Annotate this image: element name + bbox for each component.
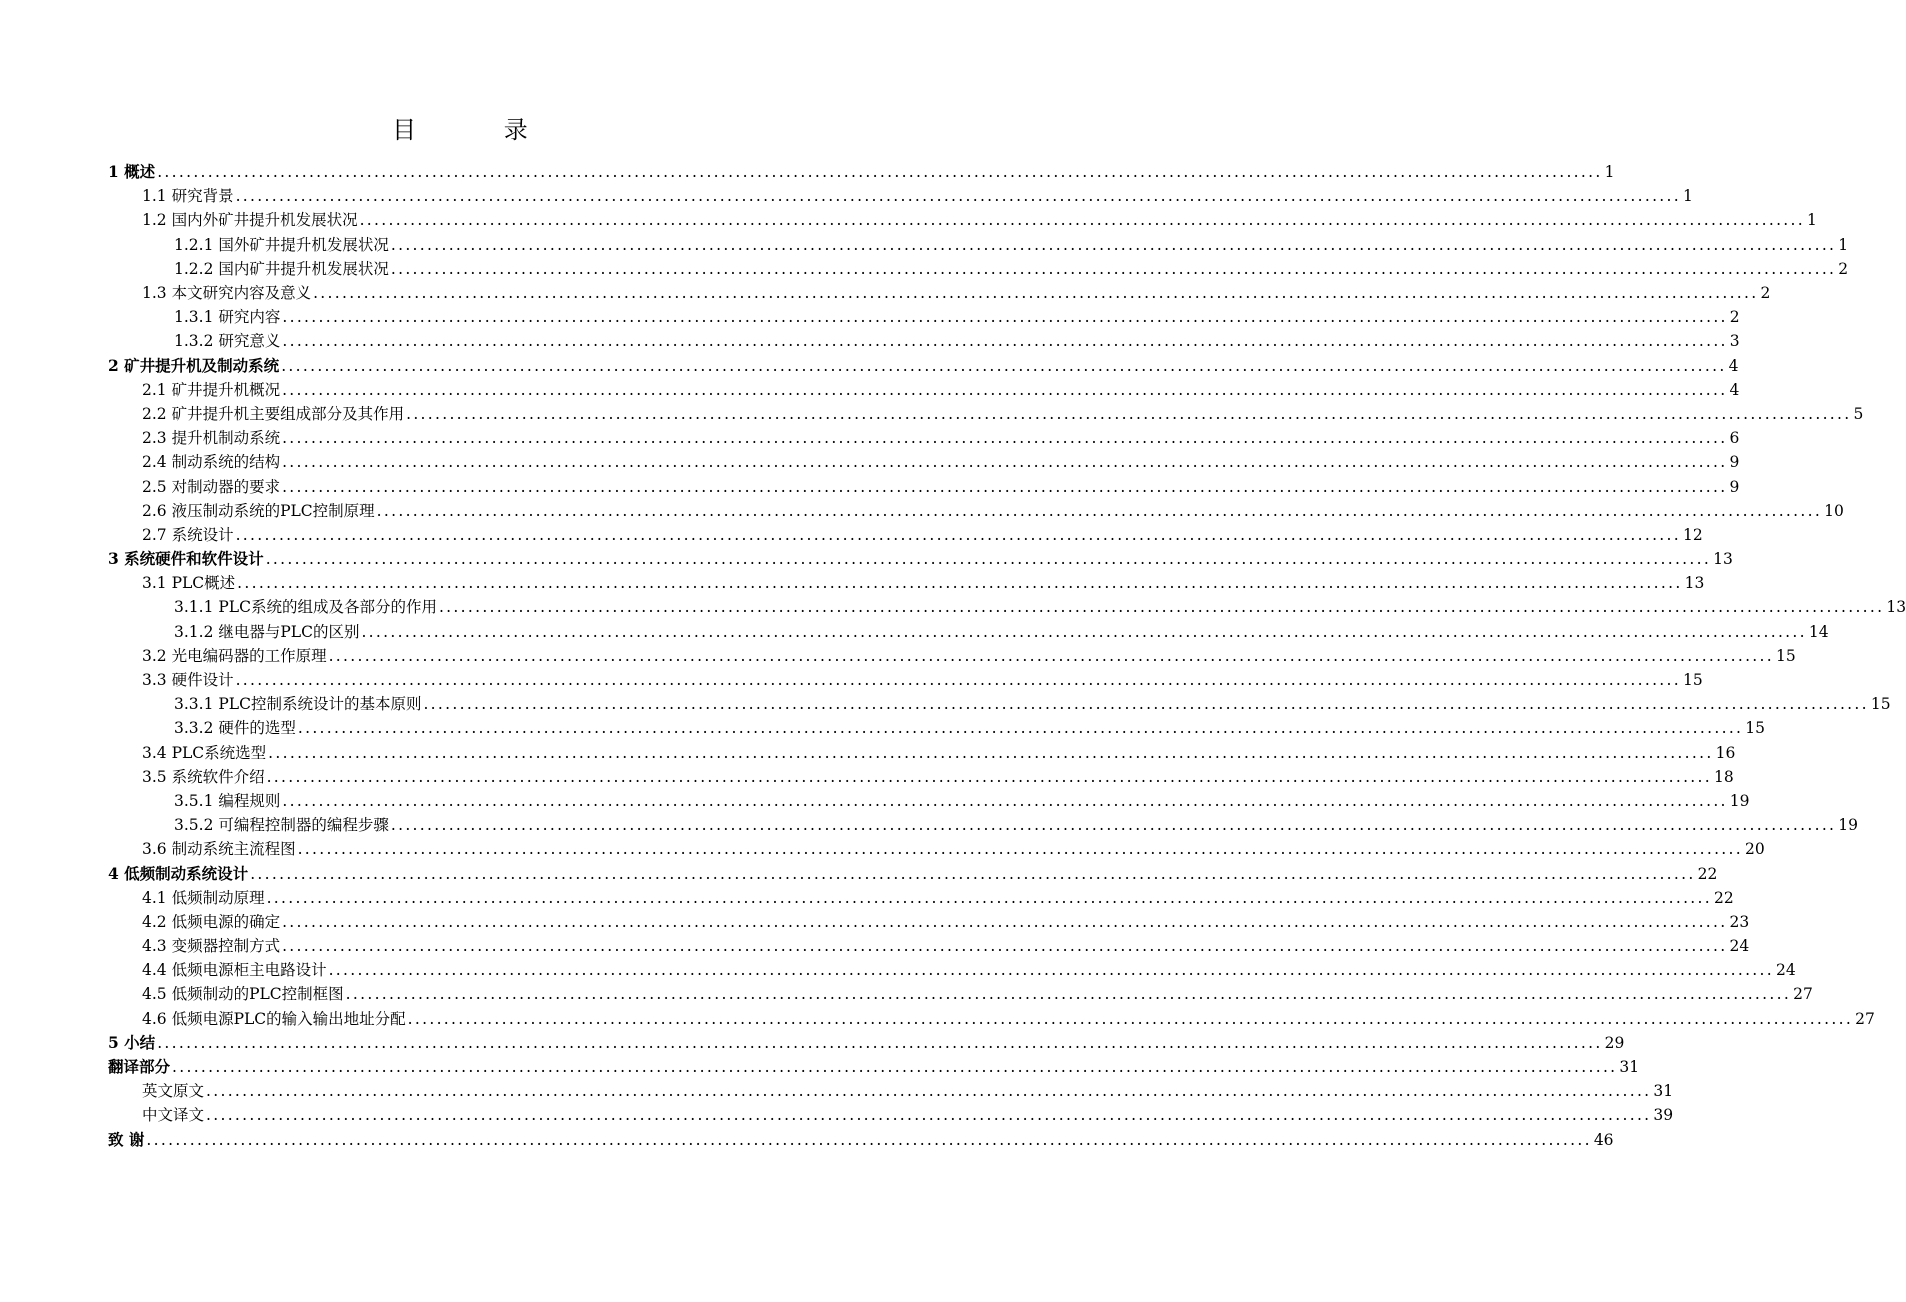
toc-entry-page-number: 18	[1713, 767, 1734, 786]
toc-entry-page-number: 22	[1713, 888, 1734, 907]
toc-entry[interactable]	[108, 716, 1766, 740]
toc-leader-dots: ........................................................................................................................................................................................................	[250, 864, 1696, 883]
toc-entry-label: 致 谢	[108, 1129, 145, 1149]
toc-entry-label: 3 系统硬件和软件设计	[108, 549, 264, 569]
toc-entry[interactable]	[108, 233, 1849, 257]
toc-entry[interactable]	[108, 474, 1740, 498]
toc-entry-label: 1.2.1 国外矿井提升机发展状况	[174, 235, 389, 254]
toc-entry-page-number: 13	[1713, 550, 1733, 569]
toc-leader-dots: ........................................................................................................................................................................................................	[359, 211, 1805, 230]
toc-entry-page-number: 31	[1619, 1058, 1640, 1077]
toc-entry[interactable]	[108, 958, 1796, 982]
toc-entry[interactable]	[108, 789, 1750, 813]
toc-entry-label: 2.1 矿井提升机概况	[142, 380, 281, 399]
toc-entry-label: 4.6 低频电源PLC的输入输出地址分配	[142, 1009, 406, 1028]
toc-entry[interactable]	[108, 910, 1750, 934]
toc-entry-label: 2.5 对制动器的要求	[142, 477, 281, 496]
toc-entry-label: 3.6 制动系统主流程图	[142, 840, 296, 859]
toc-entry[interactable]	[108, 934, 1750, 958]
toc-entry[interactable]	[108, 886, 1734, 910]
toc-entry-page-number: 29	[1604, 1033, 1625, 1052]
toc-entry-page-number: 1	[1806, 211, 1817, 230]
toc-entry-label: 1.2.2 国内矿井提升机发展状况	[174, 259, 389, 278]
toc-entry-label: 3.5 系统软件介绍	[142, 767, 265, 786]
toc-entry-label: 1.3 本文研究内容及意义	[142, 284, 312, 303]
toc-leader-dots: ........................................................................................................................................................................................................	[328, 646, 1774, 665]
toc-leader-dots: ........................................................................................................................................................................................................	[146, 1130, 1592, 1149]
toc-entry[interactable]	[108, 1007, 1875, 1031]
toc-entry-label: 翻译部分	[108, 1057, 171, 1077]
toc-entry[interactable]	[108, 861, 1718, 885]
toc-leader-dots: ........................................................................................................................................................................................................	[406, 404, 1852, 423]
toc-leader-dots: ........................................................................................................................................................................................................	[206, 1106, 1652, 1125]
toc-leader-dots: ........................................................................................................................................................................................................	[266, 888, 1712, 907]
toc-entry-label: 3.1 PLC概述	[142, 574, 236, 593]
toc-entry-page-number: 24	[1729, 937, 1750, 956]
toc-entry-page-number: 15	[1870, 695, 1891, 714]
toc-entry[interactable]	[108, 184, 1693, 208]
toc-entry-page-number: 24	[1775, 961, 1796, 980]
toc-leader-dots: ........................................................................................................................................................................................................	[345, 985, 1792, 1004]
toc-entry-label: 2.7 系统设计	[142, 525, 234, 544]
toc-entry[interactable]	[108, 402, 1864, 426]
toc-leader-dots: ........................................................................................................................................................................................................	[282, 380, 1728, 399]
table-of-contents	[108, 160, 1906, 1152]
toc-leader-dots: ........................................................................................................................................................................................................	[328, 961, 1774, 980]
toc-entry-page-number: 3	[1729, 332, 1740, 351]
toc-entry[interactable]	[108, 813, 1859, 837]
toc-leader-dots: ........................................................................................................................................................................................................	[297, 840, 1743, 859]
toc-leader-dots: ........................................................................................................................................................................................................	[423, 695, 1869, 714]
toc-entry-page-number: 4	[1728, 356, 1739, 375]
toc-entry-page-number: 15	[1682, 671, 1703, 690]
toc-leader-dots: ........................................................................................................................................................................................................	[235, 187, 1681, 206]
toc-entry[interactable]	[108, 765, 1734, 789]
toc-entry-page-number: 22	[1697, 864, 1718, 883]
toc-leader-dots: ........................................................................................................................................................................................................	[237, 574, 1683, 593]
toc-entry-page-number: 13	[1886, 598, 1906, 617]
toc-leader-dots: ........................................................................................................................................................................................................	[282, 429, 1728, 448]
toc-entry-page-number: 2	[1760, 284, 1771, 303]
toc-entry[interactable]	[108, 450, 1740, 474]
toc-entry-page-number: 20	[1744, 840, 1765, 859]
toc-entry-page-number: 31	[1653, 1082, 1674, 1101]
toc-leader-dots: ........................................................................................................................................................................................................	[282, 308, 1728, 327]
toc-entry-page-number: 5	[1853, 404, 1864, 423]
toc-entry-label: 2.6 液压制动系统的PLC控制原理	[142, 501, 375, 520]
toc-leader-dots: ........................................................................................................................................................................................................	[235, 671, 1681, 690]
toc-leader-dots: ........................................................................................................................................................................................................	[282, 912, 1728, 931]
toc-entry-label: 英文原文	[142, 1082, 205, 1101]
toc-leader-dots: ........................................................................................................................................................................................................	[265, 550, 1712, 569]
toc-leader-dots: ........................................................................................................................................................................................................	[157, 163, 1603, 182]
toc-entry-label: 2.2 矿井提升机主要组成部分及其作用	[142, 404, 405, 423]
toc-entry-label: 1 概述	[108, 162, 156, 182]
toc-entry-page-number: 15	[1745, 719, 1766, 738]
toc-leader-dots: ........................................................................................................................................................................................................	[390, 259, 1837, 278]
toc-entry[interactable]	[108, 329, 1740, 353]
toc-leader-dots: ........................................................................................................................................................................................................	[268, 743, 1714, 762]
toc-entry-label: 3.1.2 继电器与PLC的区别	[174, 622, 360, 641]
toc-leader-dots: ........................................................................................................................................................................................................	[282, 332, 1728, 351]
toc-entry-page-number: 16	[1715, 743, 1736, 762]
toc-entry-label: 1.3.2 研究意义	[174, 332, 281, 351]
toc-entry-page-number: 1	[1604, 163, 1615, 182]
toc-entry[interactable]	[108, 378, 1740, 402]
toc-leader-dots: ........................................................................................................................................................................................................	[390, 816, 1837, 835]
toc-entry[interactable]	[108, 837, 1765, 861]
toc-entry[interactable]	[108, 208, 1817, 232]
toc-entry[interactable]	[108, 644, 1796, 668]
toc-entry[interactable]	[108, 499, 1844, 523]
toc-entry-page-number: 46	[1593, 1130, 1614, 1149]
toc-leader-dots: ........................................................................................................................................................................................................	[297, 719, 1744, 738]
toc-leader-dots: ........................................................................................................................................................................................................	[282, 477, 1728, 496]
toc-entry-label: 4.4 低频电源柜主电路设计	[142, 961, 327, 980]
toc-entry-label: 3.5.1 编程规则	[174, 791, 281, 810]
toc-entry-page-number: 1	[1682, 187, 1693, 206]
toc-entry-label: 3.1.1 PLC系统的组成及各部分的作用	[174, 598, 437, 617]
toc-entry-page-number: 9	[1729, 477, 1740, 496]
toc-entry-label: 1.3.1 研究内容	[174, 308, 281, 327]
toc-entry-page-number: 23	[1729, 912, 1750, 931]
toc-leader-dots: ........................................................................................................................................................................................................	[407, 1009, 1854, 1028]
toc-entry-page-number: 19	[1729, 791, 1750, 810]
toc-entry[interactable]	[108, 257, 1849, 281]
toc-leader-dots: ........................................................................................................................................................................................................	[438, 598, 1885, 617]
toc-entry[interactable]	[108, 741, 1736, 765]
toc-entry[interactable]	[108, 1128, 1614, 1152]
toc-entry-label: 4.3 变频器控制方式	[142, 937, 281, 956]
toc-entry[interactable]	[108, 1079, 1674, 1103]
toc-entry-page-number: 15	[1775, 646, 1796, 665]
toc-entry[interactable]	[108, 547, 1733, 571]
toc-entry[interactable]	[108, 692, 1891, 716]
page-title: 目 录	[392, 116, 568, 145]
toc-entry-page-number: 13	[1684, 574, 1705, 593]
toc-entry-label: 中文译文	[142, 1106, 205, 1125]
toc-entry-page-number: 2	[1838, 259, 1849, 278]
toc-entry-label: 4 低频制动系统设计	[108, 863, 249, 883]
toc-entry[interactable]	[108, 305, 1740, 329]
toc-entry-page-number: 14	[1808, 622, 1829, 641]
toc-entry[interactable]	[108, 523, 1703, 547]
toc-entry-label: 5 小结	[108, 1032, 156, 1052]
toc-entry-label: 3.4 PLC系统选型	[142, 743, 267, 762]
toc-entry-page-number: 10	[1824, 501, 1844, 520]
toc-entry[interactable]	[108, 620, 1829, 644]
toc-entry-label: 3.5.2 可编程控制器的编程步骤	[174, 816, 389, 835]
toc-entry-label: 2 矿井提升机及制动系统	[108, 355, 280, 375]
toc-entry[interactable]	[108, 668, 1703, 692]
toc-leader-dots: ........................................................................................................................................................................................................	[172, 1058, 1618, 1077]
toc-entry-page-number: 27	[1855, 1009, 1875, 1028]
toc-leader-dots: ........................................................................................................................................................................................................	[281, 356, 1727, 375]
toc-entry[interactable]	[108, 281, 1771, 305]
toc-entry[interactable]	[108, 571, 1705, 595]
toc-leader-dots: ........................................................................................................................................................................................................	[376, 501, 1823, 520]
toc-entry[interactable]	[108, 354, 1739, 378]
toc-leader-dots: ........................................................................................................................................................................................................	[390, 235, 1837, 254]
toc-entry-page-number: 2	[1729, 308, 1740, 327]
toc-entry-label: 3.3.1 PLC控制系统设计的基本原则	[174, 695, 422, 714]
toc-entry-page-number: 12	[1682, 525, 1703, 544]
toc-entry-label: 3.3.2 硬件的选型	[174, 719, 296, 738]
toc-entry-page-number: 4	[1729, 380, 1740, 399]
toc-entry-label: 3.2 光电编码器的工作原理	[142, 646, 327, 665]
toc-entry[interactable]	[108, 426, 1740, 450]
toc-leader-dots: ........................................................................................................................................................................................................	[266, 767, 1712, 786]
toc-entry-label: 2.4 制动系统的结构	[142, 453, 281, 472]
toc-entry-label: 4.1 低频制动原理	[142, 888, 265, 907]
toc-entry-page-number: 27	[1793, 985, 1813, 1004]
toc-leader-dots: ........................................................................................................................................................................................................	[157, 1033, 1603, 1052]
toc-entry[interactable]	[108, 1031, 1625, 1055]
toc-entry-label: 4.5 低频制动的PLC控制框图	[142, 985, 344, 1004]
toc-entry[interactable]	[108, 1103, 1674, 1127]
toc-leader-dots: ........................................................................................................................................................................................................	[235, 525, 1681, 544]
toc-entry-label: 2.3 提升机制动系统	[142, 429, 281, 448]
toc-entry-label: 1.2 国内外矿井提升机发展状况	[142, 211, 358, 230]
toc-leader-dots: ........................................................................................................................................................................................................	[282, 453, 1728, 472]
toc-leader-dots: ........................................................................................................................................................................................................	[282, 937, 1728, 956]
toc-leader-dots: ........................................................................................................................................................................................................	[313, 284, 1759, 303]
toc-entry-page-number: 1	[1838, 235, 1849, 254]
toc-entry-page-number: 39	[1653, 1106, 1674, 1125]
toc-entry-label: 4.2 低频电源的确定	[142, 912, 281, 931]
toc-entry[interactable]	[108, 160, 1615, 184]
toc-entry[interactable]	[108, 1055, 1640, 1079]
toc-entry-label: 3.3 硬件设计	[142, 671, 234, 690]
toc-entry-page-number: 19	[1838, 816, 1859, 835]
toc-leader-dots: ........................................................................................................................................................................................................	[282, 791, 1728, 810]
toc-entry-page-number: 6	[1729, 429, 1740, 448]
toc-leader-dots: ........................................................................................................................................................................................................	[361, 622, 1807, 641]
toc-entry[interactable]	[108, 595, 1906, 619]
toc-entry[interactable]	[108, 982, 1813, 1006]
toc-leader-dots: ........................................................................................................................................................................................................	[206, 1082, 1652, 1101]
toc-entry-label: 1.1 研究背景	[142, 187, 234, 206]
toc-entry-page-number: 9	[1729, 453, 1740, 472]
